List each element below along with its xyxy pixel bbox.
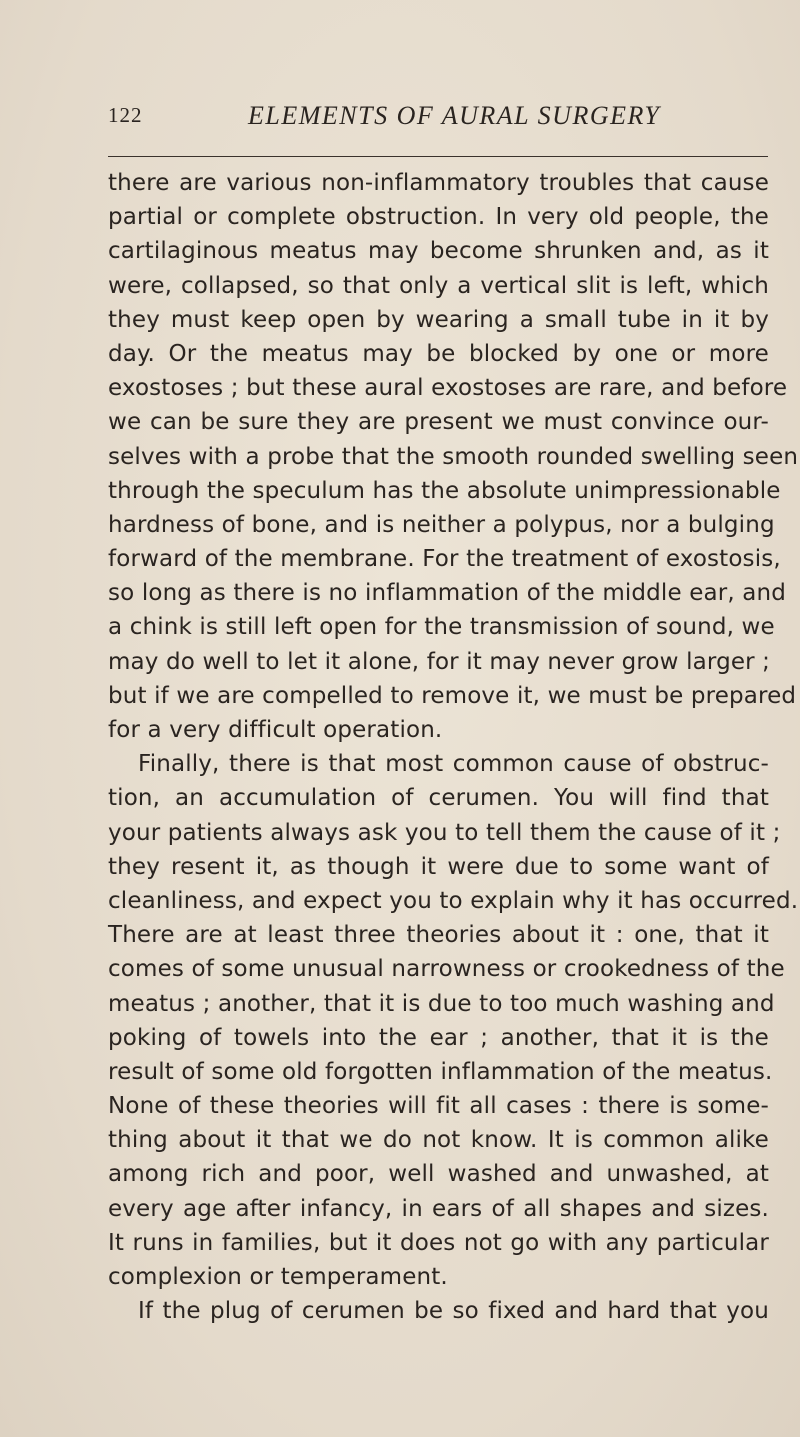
text-line: cartilaginous meatus may become shrunken and, as it bbox=[108, 238, 769, 265]
text-line: so long as there is no inflammation of the middle ear, and bbox=[108, 580, 787, 607]
text-line: a chink is still left open for the transmission of sound, we bbox=[108, 614, 775, 641]
text-line: your patients always ask you to tell them the cause of it ; bbox=[108, 819, 781, 846]
text-line: we can be sure they are present we must convince our- bbox=[108, 409, 769, 436]
page-header bbox=[108, 103, 768, 143]
text-line: result of some old forgotten inflammation of the meatus. bbox=[108, 1058, 773, 1085]
paragraph-end-line: for a very difficult operation. bbox=[108, 717, 443, 743]
text-line: cleanliness, and expect you to explain why it has occurred. bbox=[108, 887, 799, 914]
text-line: tion, an accumulation of cerumen. You will find that bbox=[108, 785, 769, 812]
text-line: meatus ; another, that it is due to too much washing and bbox=[108, 990, 775, 1017]
text-line: poking of towels into the ear ; another, that it is the bbox=[108, 1024, 769, 1051]
text-line: they resent it, as though it were due to some want of bbox=[108, 853, 769, 880]
text-line: There are at least three theories about it : one, that it bbox=[108, 922, 769, 949]
text-line: every age after infancy, in ears of all shapes and sizes. bbox=[108, 1195, 769, 1222]
text-line: among rich and poor, well washed and unwashed, at bbox=[108, 1161, 769, 1188]
text-line: there are various non-inflammatory troubles that cause bbox=[108, 170, 769, 196]
text-line: partial or complete obstruction. In very old people, the bbox=[108, 204, 769, 231]
text-line: day. Or the meatus may be blocked by one or more bbox=[108, 340, 769, 367]
text-line: thing about it that we do not know. It is common alike bbox=[108, 1127, 769, 1154]
text-line: but if we are compelled to remove it, we must be prepared bbox=[108, 682, 797, 709]
text-line: through the speculum has the absolute unimpressionable bbox=[108, 477, 781, 504]
text-line: exostoses ; but these aural exostoses are rare, and before bbox=[108, 375, 788, 402]
text-line: comes of some unusual narrowness or crookedness of the bbox=[108, 956, 785, 983]
body-text bbox=[108, 166, 799, 1328]
paragraph-start-line: If the plug of cerumen be so fixed and hard that you bbox=[138, 1298, 769, 1325]
page-number: 122 bbox=[108, 103, 143, 127]
running-title: ELEMENTS OF AURAL SURGERY bbox=[248, 101, 661, 130]
text-line: forward of the membrane. For the treatment of exostosis, bbox=[108, 546, 781, 573]
text-line: they must keep open by wearing a small tube in it by bbox=[108, 306, 769, 333]
text-line: selves with a probe that the smooth rounded swelling seen bbox=[108, 443, 799, 470]
text-line: may do well to let it alone, for it may never grow larger ; bbox=[108, 648, 771, 675]
text-line: None of these theories will fit all cases : there is some- bbox=[108, 1093, 769, 1120]
paragraph-end-line: complexion or temperament. bbox=[108, 1264, 448, 1290]
text-line: were, collapsed, so that only a vertical slit is left, which bbox=[108, 272, 769, 299]
text-line: hardness of bone, and is neither a polypus, nor a bulging bbox=[108, 511, 775, 538]
paragraph-start-line: Finally, there is that most common cause of obstruc- bbox=[138, 751, 769, 778]
header-rule bbox=[108, 156, 768, 157]
text-line: It runs in families, but it does not go with any particular bbox=[108, 1229, 769, 1256]
